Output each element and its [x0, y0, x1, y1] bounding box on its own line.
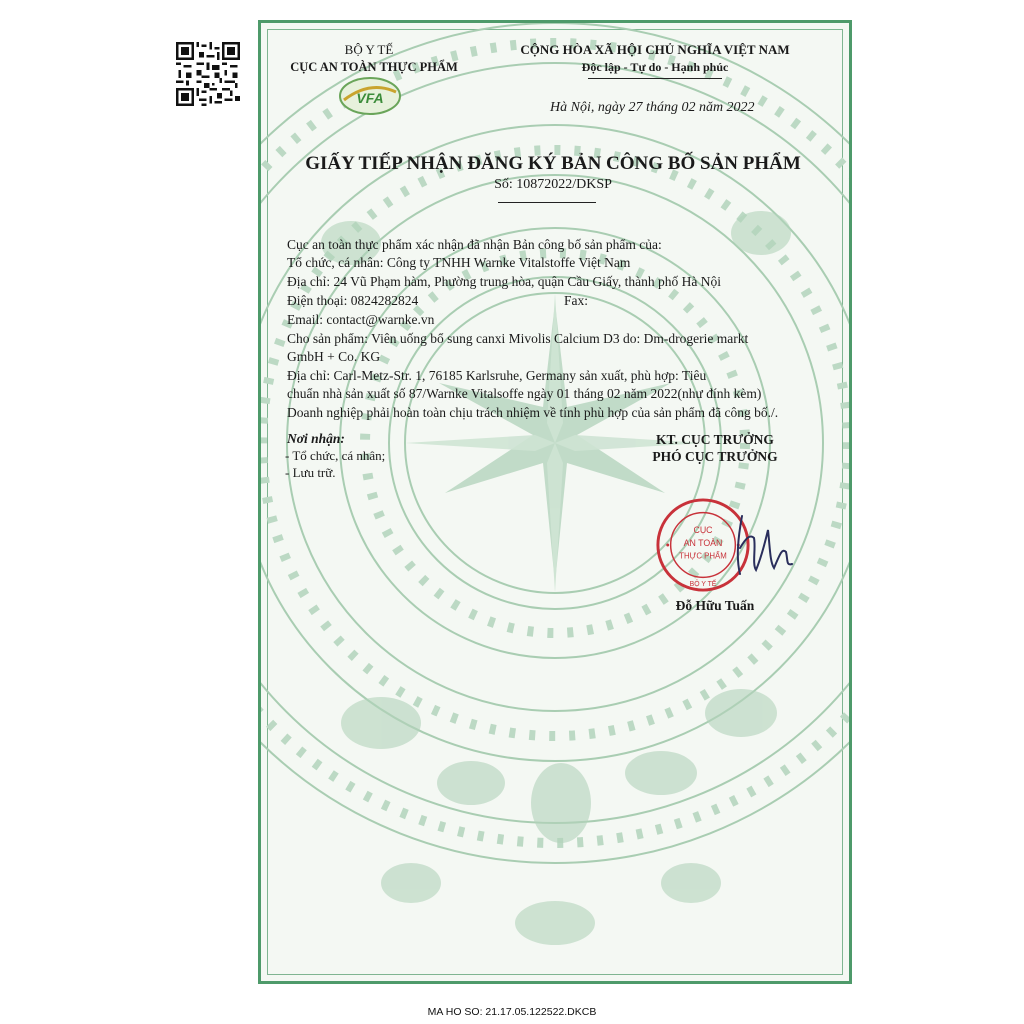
handwritten-signature — [716, 508, 808, 578]
body-line: Cho sản phẩm: Viên uống bổ sung canxi Mivolis Calcium D3 do: Dm-drogerie markt — [287, 331, 749, 346]
signatory-line-2: PHÓ CỤC TRƯỞNG — [652, 449, 778, 464]
issue-date: Hà Nội, ngày 27 tháng 02 năm 2022 — [550, 100, 755, 115]
signatory-name: Đỗ Hữu Tuấn — [675, 598, 755, 613]
recipient-item: - Lưu trữ. — [285, 465, 336, 480]
body-line: Email: contact@warnke.vn — [287, 312, 435, 327]
vfa-logo-text: VFA — [356, 90, 384, 106]
document-title: GIẤY TIẾP NHẬN ĐĂNG KÝ BẢN CÔNG BỐ SẢN PHẨM — [305, 153, 801, 174]
dossier-code: MA HO SO: 21.17.05.122522.DKCB — [427, 1006, 597, 1018]
body-line: Địa chỉ: 24 Vũ Phạm hàm, Phường trung hòa, quận Cầu Giấy, thành phố Hà Nội — [287, 274, 722, 289]
document-number: Số: 10872022/DKSP — [494, 177, 612, 192]
stamp-ring-text: BỘ Y TẾ — [689, 581, 717, 589]
recipients-label: Nơi nhận: — [287, 431, 345, 446]
body-line: Điện thoại: 0824282824 — [287, 293, 419, 308]
qr-code — [176, 42, 240, 106]
stamp-text-bot: THỰC PHẨM — [679, 551, 727, 561]
title-divider — [498, 202, 596, 203]
ministry-name: BỘ Y TẾ — [344, 42, 394, 57]
department-name: CỤC AN TOÀN THỰC PHẨM — [290, 60, 458, 74]
recipient-item: - Tổ chức, cá nhân; — [285, 448, 386, 463]
fax-label: Fax: — [564, 293, 589, 308]
stamp-text-mid: AN TOÀN — [683, 537, 723, 548]
body-line: Địa chỉ: Carl-Metz-Str. 1, 76185 Karlsruhe, Germany sản xuất, phù hợp: Tiêu — [287, 368, 707, 383]
body-line: Cục an toàn thực phẩm xác nhận đã nhận Bản công bố sản phẩm của: — [287, 237, 662, 252]
body-line: Doanh nghiệp phải hoàn toàn chịu trách nhiệm về tính phù hợp của sản phẩm đã công bố./. — [287, 405, 779, 420]
body-line: chuẩn nhà sản xuất số 87/Warnke Vitalsoffe ngày 01 tháng 02 năm 2022(như đính kèm) — [287, 386, 762, 401]
body-line: Tổ chức, cá nhân: Công ty TNHH Warnke Vitalstoffe Việt Nam — [287, 255, 631, 270]
stamp-text-top: CỤC — [693, 525, 713, 536]
country-name: CỘNG HÒA XÃ HỘI CHỦ NGHĨA VIỆT NAM — [520, 42, 790, 57]
motto: Độc lập - Tự do - Hạnh phúc — [581, 60, 729, 74]
signatory-line-1: KT. CỤC TRƯỞNG — [656, 432, 774, 447]
vfa-logo — [338, 76, 402, 116]
body-line: GmbH + Co. KG — [287, 349, 381, 364]
motto-underline — [588, 78, 722, 79]
